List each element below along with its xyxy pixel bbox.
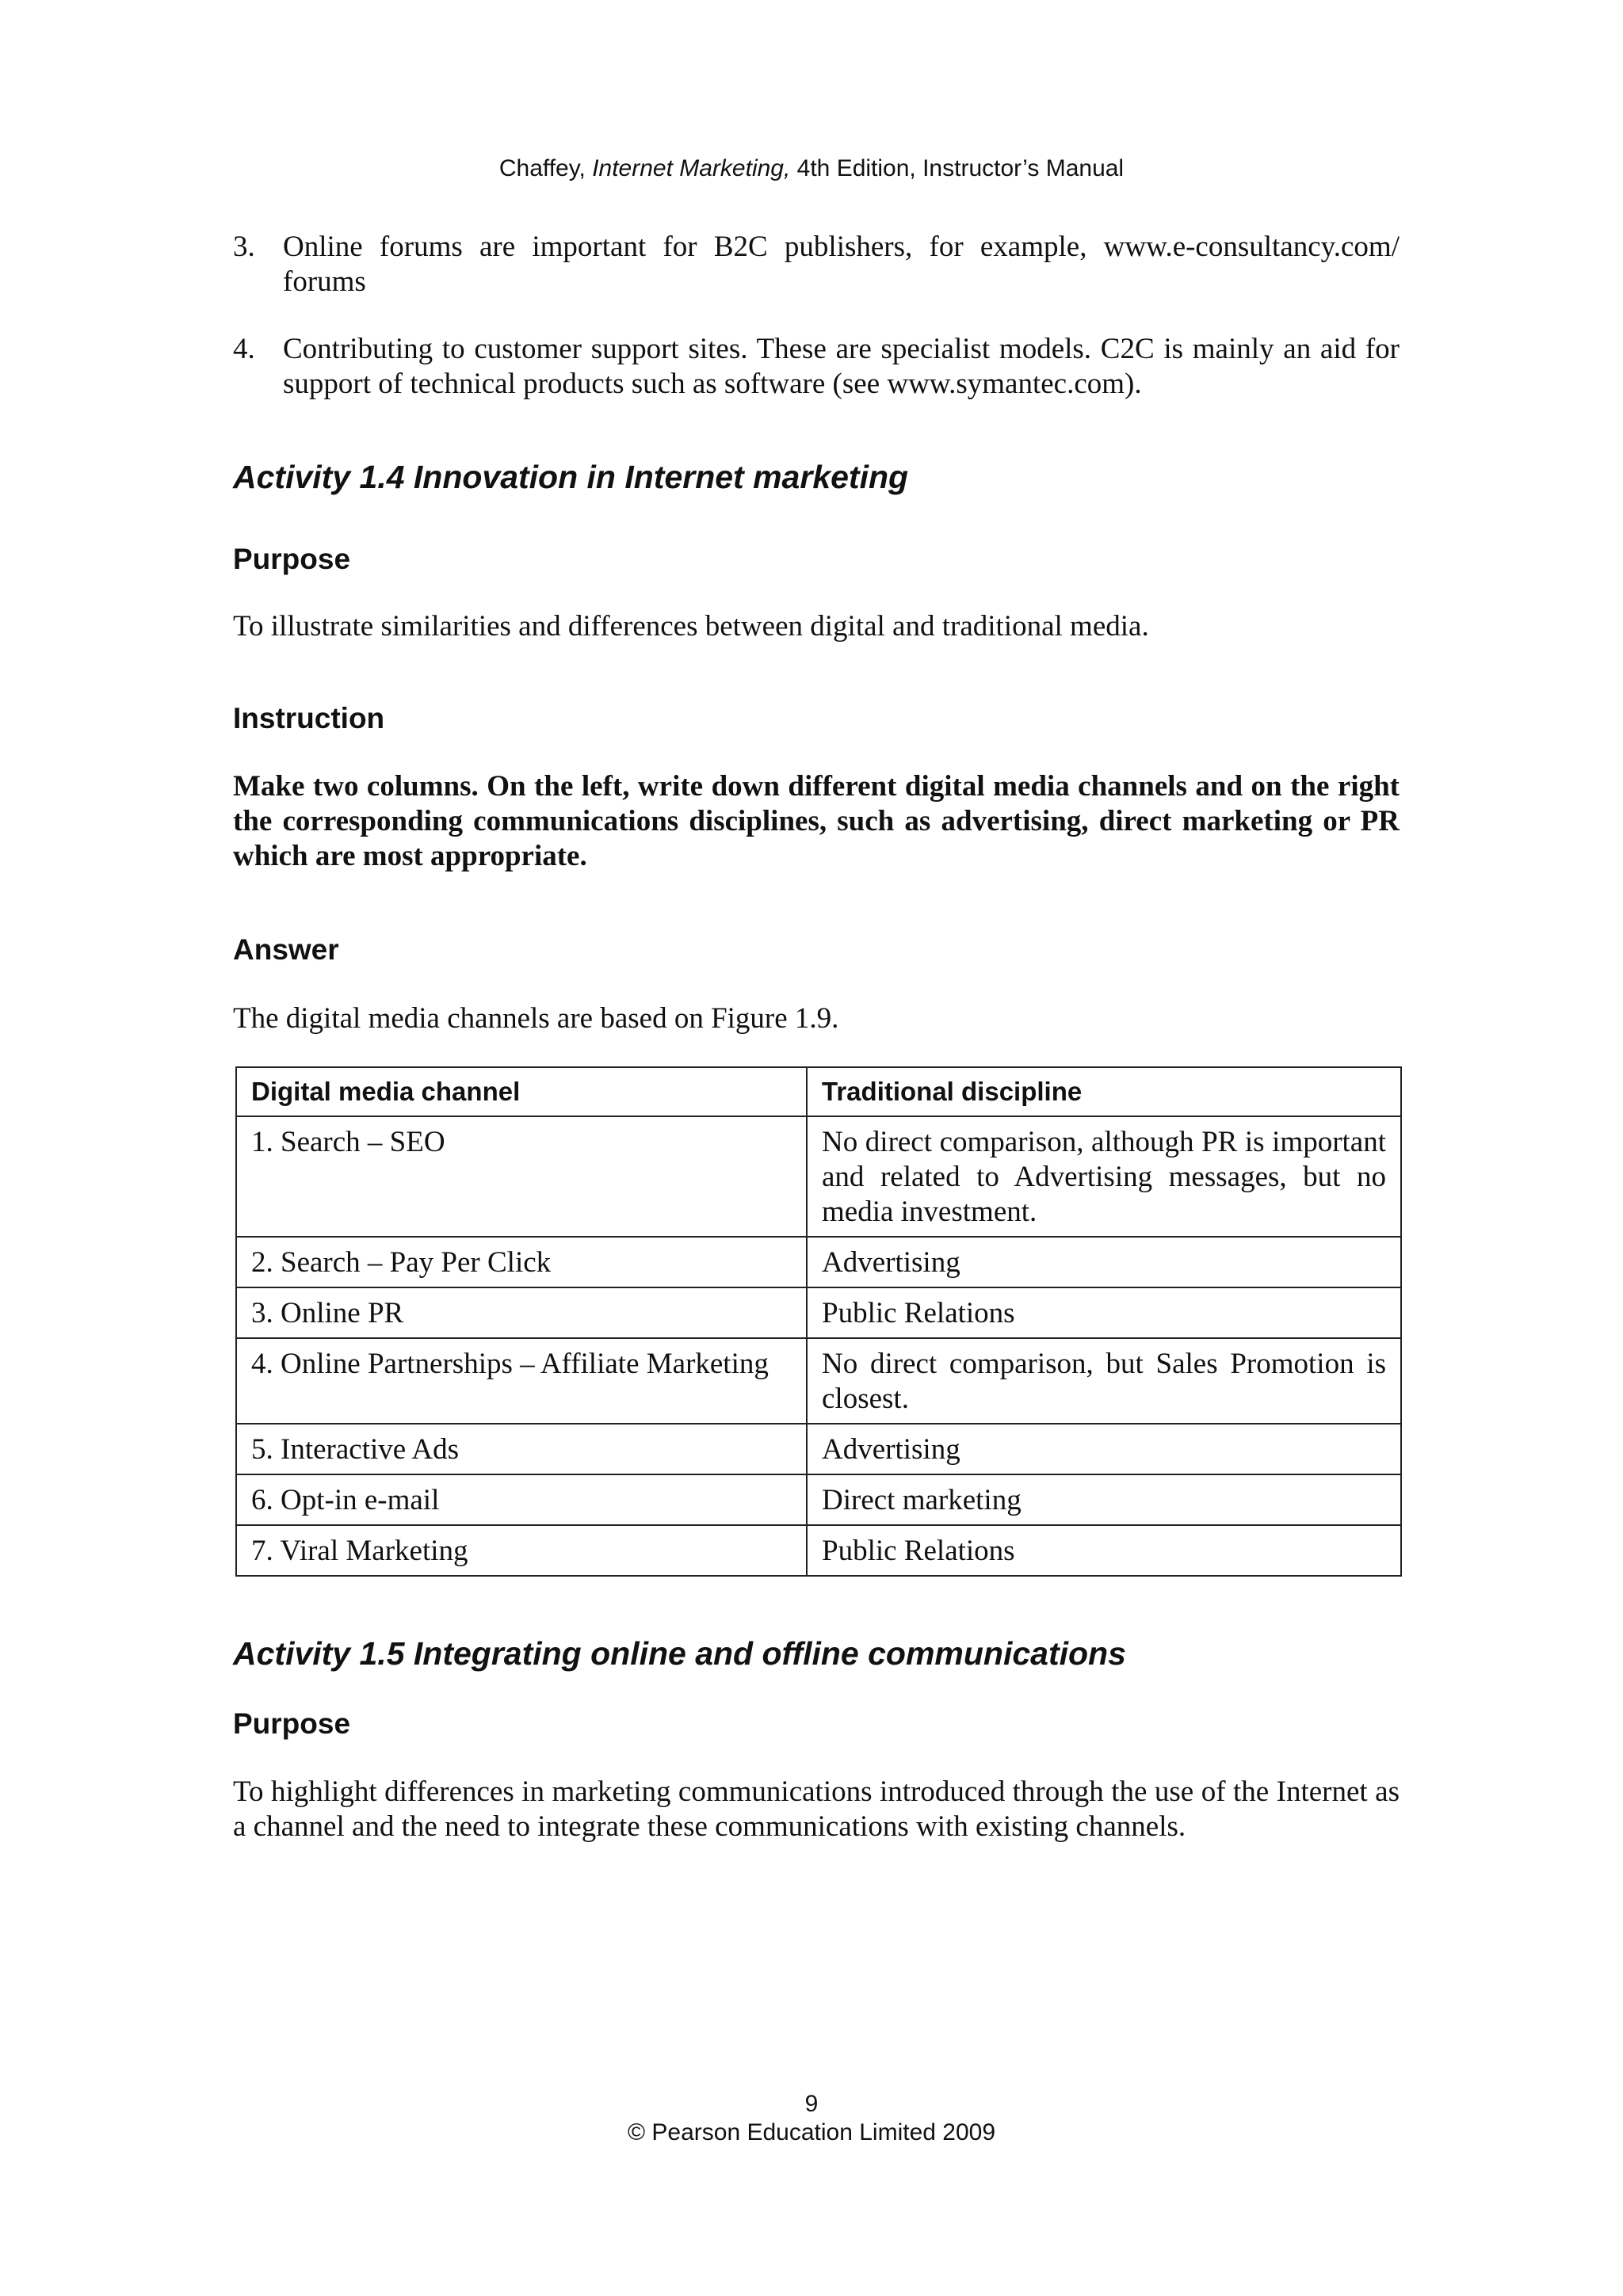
purpose-heading: Purpose [233,543,351,575]
instruction-text: Make two columns. On the left, write down different digital media channels and on the right the corresponding communications disciplines, such as advertising, direct marketing or PR which are most appropriate. [233,770,1400,872]
table-row [236,1424,1401,1474]
table-header-row [236,1067,1401,1116]
table-cell: 7. Viral Marketing [236,1525,807,1576]
table-cell: Public Relations [807,1525,1401,1576]
answer-heading: Answer [233,933,339,966]
activity-1-4-heading: Activity 1.4 Innovation in Internet marketing [233,459,909,495]
list-item-text: Online forums are important for B2C publishers, for example, www.e-consultancy.com/ forums [283,231,1400,298]
copyright-notice: © Pearson Education Limited 2009 [627,2119,996,2145]
list-item [233,332,1400,402]
table-row [236,1474,1401,1525]
list-item-number: 3. [233,231,255,263]
table-header-cell: Traditional discipline [807,1067,1401,1116]
table-cell: 4. Online Partnerships – Affiliate Marketing [236,1338,807,1424]
table-row [236,1287,1401,1338]
table-cell: Advertising [807,1424,1401,1474]
table-cell: 1. Search – SEO [236,1116,807,1237]
answer-text: The digital media channels are based on Figure 1.9. [233,1002,839,1035]
table-cell: 6. Opt-in e-mail [236,1474,807,1525]
table-cell: No direct comparison, but Sales Promotion is closest. [807,1338,1401,1424]
channel-discipline-table [235,1066,1402,1577]
table-row [236,1116,1401,1237]
main-content [233,230,1400,1844]
header-book-title: Internet Marketing, [592,155,791,181]
table-row [236,1525,1401,1576]
purpose-text: To highlight differences in marketing communications introduced through the use of the Internet as a channel and the need to integrate these communications with existing channels. [233,1775,1400,1843]
header-author: Chaffey, [498,155,586,181]
instruction-heading: Instruction [233,702,385,734]
running-header [0,155,1623,182]
table-row [236,1338,1401,1424]
purpose-text: To illustrate similarities and differences between digital and traditional media. [233,610,1149,643]
list-item-number: 4. [233,333,255,365]
list-item-text: Contributing to customer support sites. These are specialist models. C2C is mainly an aid for support of technical products such as software (see www.symantec.com). [283,333,1400,400]
header-edition: 4th Edition, Instructor’s Manual [796,155,1125,181]
table-row [236,1237,1401,1287]
activity-1-5-heading: Activity 1.5 Integrating online and offline communications [233,1635,1126,1672]
list-item [233,230,1400,299]
table-cell: 2. Search – Pay Per Click [236,1237,807,1287]
table-cell: Public Relations [807,1287,1401,1338]
table-cell: 5. Interactive Ads [236,1424,807,1474]
table-cell: No direct comparison, although PR is important and related to Advertising messages, but no media investment. [807,1116,1401,1237]
table-header-cell: Digital media channel [236,1067,807,1116]
table-cell: 3. Online PR [236,1287,807,1338]
purpose-heading: Purpose [233,1707,351,1740]
table-cell: Direct marketing [807,1474,1401,1525]
page-number: 9 [804,2091,819,2117]
table-cell: Advertising [807,1237,1401,1287]
